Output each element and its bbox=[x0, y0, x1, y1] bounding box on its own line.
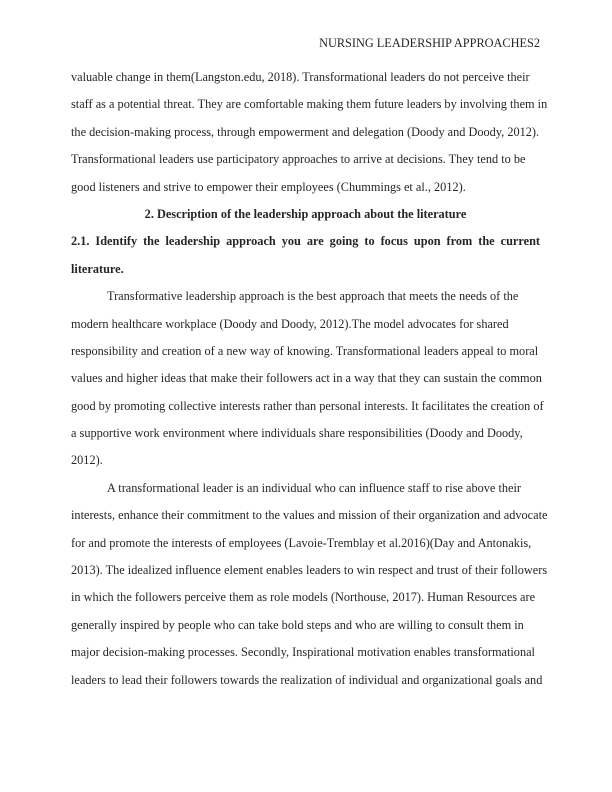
text-line: a supportive work environment where individuals share responsibilities (Doody and Doody, bbox=[71, 426, 523, 441]
text-line: valuable change in them(Langston.edu, 2018). Transformational leaders do not perceive their bbox=[71, 70, 530, 84]
text-line: Transformational leaders use participatory approaches to arrive at decisions. They tend to be bbox=[71, 152, 526, 167]
text-line: good listeners and strive to empower their employees (Chummings et al., 2012). bbox=[71, 179, 466, 194]
text-line: for and promote the interests of employees (Lavoie-Tremblay et al.2016)(Day and Antonakis, bbox=[71, 535, 532, 550]
paragraph bbox=[71, 475, 548, 694]
text-line: staff as a potential threat. They are comfortable making them future leaders by involving them in bbox=[71, 97, 548, 112]
running-head bbox=[72, 36, 540, 50]
text-line: leaders to lead their followers towards the realization of individual and organizational goals and bbox=[71, 672, 543, 687]
paragraph bbox=[71, 64, 548, 201]
text-line: 2.1. Identify the leadership approach you are going to focus upon from the current bbox=[71, 234, 540, 249]
section-heading bbox=[71, 228, 540, 283]
text-line: in which the followers perceive them as role models (Northouse, 2017). Human Resources are bbox=[71, 590, 536, 605]
section-heading bbox=[71, 201, 540, 228]
text-line: major decision-making processes. Secondly, Inspirational motivation enables transformational bbox=[71, 645, 535, 660]
text-line: A transformational leader is an individual who can influence staff to rise above their bbox=[107, 480, 521, 495]
text-line: generally inspired by people who can take bold steps and who are willing to consult them in bbox=[71, 617, 524, 632]
text-line: literature. bbox=[71, 261, 124, 276]
text-line: 2012). bbox=[71, 453, 103, 468]
document-body bbox=[71, 64, 548, 694]
text-line: Transformative leadership approach is the best approach that meets the needs of the bbox=[107, 289, 519, 304]
paragraph bbox=[71, 283, 544, 475]
text-line: the decision-making process, through empowerment and delegation (Doody and Doody, 2012). bbox=[71, 124, 540, 139]
text-line: 2. Description of the leadership approach about the literature bbox=[144, 206, 467, 221]
text-line: values and higher ideas that make their followers act in a way that they can sustain the common bbox=[71, 371, 542, 386]
text-line: 2013). The idealized influence element enables leaders to win respect and trust of their followers bbox=[71, 563, 548, 578]
page-number: 2 bbox=[533, 36, 540, 50]
text-line: interests, enhance their commitment to the values and mission of their organization and advocate bbox=[71, 508, 548, 523]
text-line: good by promoting collective interests rather than personal interests. It facilitates the creation of bbox=[71, 398, 544, 413]
text-line: modern healthcare workplace (Doody and Doody, 2012).The model advocates for shared bbox=[71, 316, 509, 331]
running-head-text: NURSING LEADERSHIP APPROACHES bbox=[319, 36, 534, 50]
text-line: responsibility and creation of a new way of knowing. Transformational leaders appeal to moral bbox=[71, 343, 539, 358]
